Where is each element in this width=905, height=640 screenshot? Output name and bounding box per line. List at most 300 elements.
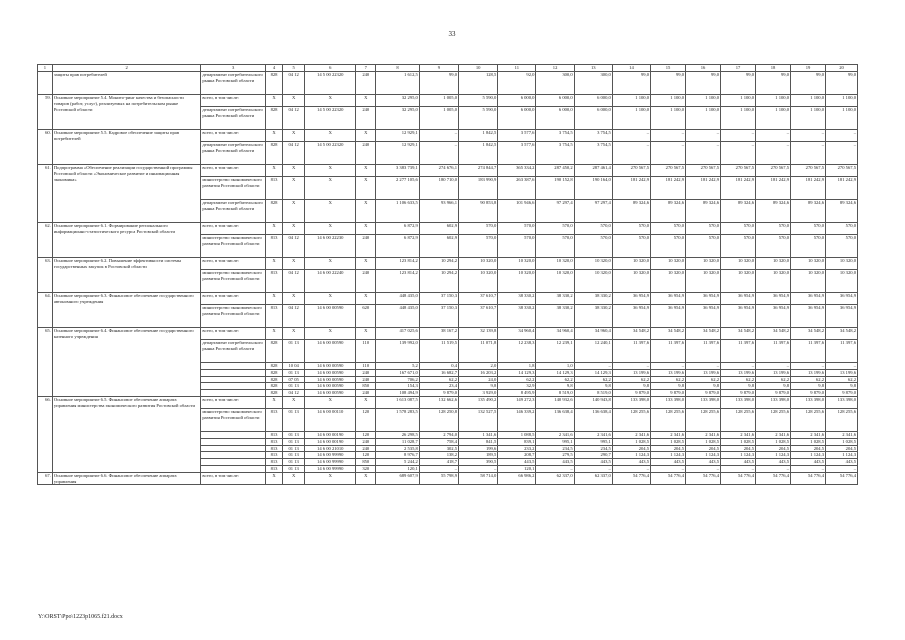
amount-cell: 11 397,6	[686, 340, 721, 363]
amount-cell: 3 577,6	[498, 142, 536, 165]
amount-cell: 14 129,3	[498, 369, 536, 376]
budget-code-cell: 04 12	[283, 305, 305, 328]
amount-cell: 10 320,0	[651, 258, 686, 270]
budget-code-cell: X	[305, 396, 356, 408]
budget-code-cell: X	[266, 258, 283, 270]
amount-cell: 10 320,0	[574, 258, 612, 270]
amount-cell: 89 324,6	[651, 200, 686, 223]
budget-code-cell: 120	[356, 408, 376, 431]
budget-code-cell: X	[283, 200, 305, 223]
amount-cell: 133 398,0	[756, 396, 791, 408]
budget-code-cell: 01 13	[283, 445, 305, 452]
column-number: 10	[459, 65, 498, 72]
amount-cell: –	[756, 142, 791, 165]
amount-cell: 133 398,0	[651, 396, 686, 408]
amount-cell: 204,5	[826, 445, 858, 452]
column-number: 4	[266, 65, 283, 72]
budget-code-cell: X	[356, 472, 376, 485]
amount-cell: 58 714,0	[459, 472, 498, 485]
amount-cell: 1 613 087,5	[376, 396, 419, 408]
amount-cell: 133 398,0	[721, 396, 756, 408]
amount-cell: 34 960,4	[574, 328, 612, 340]
amount-cell: 89 324,6	[791, 200, 826, 223]
amount-cell: 62 337,0	[536, 472, 574, 485]
amount-cell: 1 578 283,5	[376, 408, 419, 431]
amount-cell: 10 320,0	[574, 270, 612, 293]
amount-cell: 2 341,6	[756, 431, 791, 438]
amount-cell: 97 297,4	[574, 200, 612, 223]
amount-cell: 570,0	[574, 235, 612, 258]
amount-cell: 10 294,2	[419, 270, 458, 293]
amount-cell: –	[651, 465, 686, 472]
executor-cell: всего, в том числе:	[201, 293, 266, 305]
executor-cell: всего, в том числе:	[201, 258, 266, 270]
amount-cell: 13 199,6	[791, 369, 826, 376]
item-number: 59.	[38, 95, 53, 130]
amount-cell: –	[791, 465, 826, 472]
executor-cell: департамент потребительского рынка Ростовской области	[201, 72, 266, 95]
table-row	[38, 223, 858, 235]
budget-code-cell: 04 12	[283, 390, 305, 397]
amount-cell: 89 324,6	[756, 200, 791, 223]
executor-cell	[201, 376, 266, 383]
amount-cell: 38 330,2	[536, 293, 574, 305]
amount-cell: 54 776,4	[612, 472, 650, 485]
column-number: 6	[305, 65, 356, 72]
amount-cell: 300,0	[574, 72, 612, 95]
amount-cell: 62,2	[612, 376, 650, 383]
amount-cell: 16 682,7	[419, 369, 458, 376]
amount-cell: 62,2	[826, 376, 858, 383]
executor-cell: министерство экономического развития Ростовской области	[201, 408, 266, 431]
amount-cell: 99,0	[756, 72, 791, 95]
amount-cell: 570,0	[612, 235, 650, 258]
budget-code-cell: 01 13	[283, 438, 305, 445]
budget-code-cell: 120	[356, 431, 376, 438]
amount-cell: 443,5	[791, 459, 826, 466]
budget-code-cell: X	[356, 293, 376, 305]
amount-cell: 270 567,5	[651, 165, 686, 177]
amount-cell: 2 341,6	[574, 431, 612, 438]
amount-cell: 570,0	[721, 223, 756, 235]
amount-cell: 706,2	[376, 376, 419, 383]
budget-code-cell: X	[356, 396, 376, 408]
column-number: 9	[419, 65, 458, 72]
amount-cell: 1 100,0	[791, 107, 826, 130]
amount-cell: 132 662,6	[419, 396, 458, 408]
amount-cell: 204,5	[686, 445, 721, 452]
amount-cell: –	[756, 363, 791, 370]
budget-code-cell: X	[356, 223, 376, 235]
amount-cell: 2 341,6	[826, 431, 858, 438]
amount-cell: 140 943,8	[574, 396, 612, 408]
budget-code-cell: X	[283, 95, 305, 107]
budget-code-cell: 14 6 00 22230	[305, 235, 356, 258]
amount-cell: 1 124,3	[612, 452, 650, 459]
budget-code-cell: X	[356, 258, 376, 270]
activity-name: Основное мероприятие 6.5. Финансовое обеспечение аппарата управления министерства экономического развития Ростовской области	[52, 396, 201, 472]
amount-cell: 146 339,2	[498, 408, 536, 431]
amount-cell: 1 088,5	[498, 431, 536, 438]
amount-cell: 10 320,0	[459, 258, 498, 270]
amount-cell: 443,5	[536, 459, 574, 466]
amount-cell: 36 954,9	[756, 293, 791, 305]
amount-cell: 9,8	[826, 383, 858, 390]
amount-cell: 287 450,2	[536, 165, 574, 177]
amount-cell: 390,5	[459, 459, 498, 466]
budget-code-cell: X	[266, 165, 283, 177]
amount-cell: 234,5	[536, 445, 574, 452]
table-row	[38, 165, 858, 177]
amount-cell: 99,0	[419, 72, 458, 95]
amount-cell: 9,8	[791, 383, 826, 390]
amount-cell: 1,0	[536, 363, 574, 370]
amount-cell: 154,3	[376, 383, 419, 390]
budget-code-cell: X	[266, 472, 283, 485]
executor-cell: всего, в том числе:	[201, 223, 266, 235]
item-number: 62.	[38, 223, 53, 258]
amount-cell: 24,0	[459, 376, 498, 383]
activity-name: Основное мероприятие 5.4. Монито-ринг качества и безопасности товаров (работ, услуг), реализуемых на потребительском рынке Ростовской области	[52, 95, 201, 130]
executor-cell: департамент потребительского рынка Ростовской области	[201, 200, 266, 223]
amount-cell: 1 005,0	[419, 107, 458, 130]
amount-cell: 12 238,3	[498, 340, 536, 363]
amount-cell: 89 324,6	[826, 200, 858, 223]
amount-cell: 1 100,0	[756, 95, 791, 107]
amount-cell: 10 320,0	[686, 258, 721, 270]
amount-cell: 34 548,2	[721, 328, 756, 340]
amount-cell: 10 320,0	[536, 258, 574, 270]
amount-cell: 9,8	[612, 383, 650, 390]
amount-cell: 8 976,7	[376, 452, 419, 459]
amount-cell: 11 519,5	[419, 340, 458, 363]
amount-cell: 32 295,0	[376, 107, 419, 130]
amount-cell: 204,5	[651, 445, 686, 452]
amount-cell: –	[826, 142, 858, 165]
amount-cell: 8 519,0	[574, 390, 612, 397]
budget-code-cell: X	[305, 258, 356, 270]
amount-cell: 181 242,9	[756, 177, 791, 200]
executor-cell: министерство экономического развития Ростовской области	[201, 177, 266, 200]
amount-cell: 3 929,0	[459, 390, 498, 397]
budget-code-cell: 14 6 00 00590	[305, 383, 356, 390]
budget-code-cell: 01 13	[283, 408, 305, 431]
amount-cell: 128 255,6	[612, 408, 650, 431]
amount-cell: 2 341,6	[612, 431, 650, 438]
amount-cell: 97 297,4	[536, 200, 574, 223]
activity-name: Подпрограмма «Обеспечение реализации государственной программы Ростовской области «Экономическое развитие и инновационная экономика»	[52, 165, 201, 223]
amount-cell: 36 954,9	[826, 293, 858, 305]
budget-code-cell: 14 5 00 22320	[305, 142, 356, 165]
executor-cell	[201, 383, 266, 390]
amount-cell: 36 954,9	[791, 293, 826, 305]
amount-cell: 570,0	[459, 223, 498, 235]
budget-table	[37, 64, 858, 485]
amount-cell: 10 320,0	[536, 270, 574, 293]
amount-cell: –	[612, 363, 650, 370]
executor-cell	[201, 445, 266, 452]
amount-cell: 570,0	[536, 223, 574, 235]
amount-cell: 1 005,0	[419, 95, 458, 107]
amount-cell: 570,0	[721, 235, 756, 258]
amount-cell: 54 776,4	[791, 472, 826, 485]
budget-code-cell: 110	[356, 340, 376, 363]
amount-cell: 10 320,0	[756, 258, 791, 270]
activity-name: Основное мероприятие 6.1. Формирование регионального информационно-статистического ресурса Ростовской области	[52, 223, 201, 258]
amount-cell: 2 794,0	[419, 431, 458, 438]
column-number: 12	[536, 65, 574, 72]
amount-cell: 841,5	[459, 438, 498, 445]
executor-cell: всего, в том числе:	[201, 396, 266, 408]
amount-cell: 139 992,0	[376, 340, 419, 363]
amount-cell: –	[826, 130, 858, 142]
amount-cell: 13 199,6	[826, 369, 858, 376]
amount-cell: 10 320,0	[459, 270, 498, 293]
budget-code-cell: 240	[356, 72, 376, 95]
amount-cell: 128 255,6	[651, 408, 686, 431]
amount-cell: 54 776,4	[826, 472, 858, 485]
amount-cell: 138,2	[419, 452, 458, 459]
amount-cell: 36 954,9	[826, 305, 858, 328]
amount-cell: 1 124,3	[651, 452, 686, 459]
amount-cell: –	[686, 130, 721, 142]
amount-cell: 183 990,9	[459, 177, 498, 200]
amount-cell: 62,2	[419, 376, 458, 383]
budget-code-cell: 120	[356, 452, 376, 459]
amount-cell: 443,5	[686, 459, 721, 466]
amount-cell: 570,0	[498, 223, 536, 235]
amount-cell: 133 398,0	[686, 396, 721, 408]
amount-cell: 123 814,2	[376, 258, 419, 270]
amount-cell: 2 535,8	[376, 445, 419, 452]
amount-cell: 38 330,2	[498, 305, 536, 328]
amount-cell: 9,8	[459, 383, 498, 390]
amount-cell: 12 929,1	[376, 142, 419, 165]
budget-code-cell: X	[356, 177, 376, 200]
amount-cell: 135 490,2	[459, 396, 498, 408]
item-number: 65.	[38, 328, 53, 397]
amount-cell: 9,8	[574, 383, 612, 390]
amount-cell: 36 954,9	[791, 305, 826, 328]
budget-code-cell: X	[356, 328, 376, 340]
amount-cell: –	[686, 465, 721, 472]
amount-cell: 3 754,5	[536, 130, 574, 142]
amount-cell: 26 298,5	[376, 431, 419, 438]
amount-cell: 995,1	[574, 438, 612, 445]
amount-cell: 93 966,1	[419, 200, 458, 223]
amount-cell: –	[756, 465, 791, 472]
amount-cell: 2 341,6	[651, 431, 686, 438]
executor-cell: всего, в том числе:	[201, 328, 266, 340]
amount-cell: –	[419, 130, 458, 142]
amount-cell: 36 954,9	[721, 305, 756, 328]
amount-cell: 5 590,0	[459, 95, 498, 107]
amount-cell: 13 199,6	[756, 369, 791, 376]
amount-cell: –	[826, 465, 858, 472]
amount-cell: 570,0	[651, 235, 686, 258]
amount-cell: 443,5	[612, 459, 650, 466]
amount-cell: 10 320,0	[721, 270, 756, 293]
amount-cell: 133 398,0	[791, 396, 826, 408]
amount-cell: 2 341,6	[721, 431, 756, 438]
amount-cell: 36 954,9	[686, 293, 721, 305]
amount-cell: 570,0	[826, 223, 858, 235]
column-number: 5	[283, 65, 305, 72]
item-number: 61.	[38, 165, 53, 223]
amount-cell: 14 129,3	[574, 369, 612, 376]
budget-code-cell: 110	[356, 363, 376, 370]
executor-cell	[201, 363, 266, 370]
amount-cell: 99,0	[686, 72, 721, 95]
amount-cell: 570,0	[686, 223, 721, 235]
amount-cell: 62,2	[756, 376, 791, 383]
amount-cell: 123 814,2	[376, 270, 419, 293]
amount-cell: 37 150,3	[419, 305, 458, 328]
amount-cell: –	[721, 465, 756, 472]
budget-code-cell: X	[266, 95, 283, 107]
amount-cell: 99,0	[651, 72, 686, 95]
budget-code-cell: X	[305, 177, 356, 200]
amount-cell: 181 242,9	[612, 177, 650, 200]
budget-code-cell: 01 13	[283, 369, 305, 376]
amount-cell: 54 776,4	[721, 472, 756, 485]
amount-cell: –	[686, 363, 721, 370]
budget-code-cell: 828	[266, 363, 283, 370]
amount-cell: 1 124,3	[721, 452, 756, 459]
amount-cell: 1 124,3	[791, 452, 826, 459]
budget-code-cell: X	[283, 328, 305, 340]
column-number: 11	[498, 65, 536, 72]
budget-code-cell: 01 13	[283, 383, 305, 390]
amount-cell: 5,2	[376, 363, 419, 370]
amount-cell: –	[756, 130, 791, 142]
amount-cell: 6 000,0	[536, 107, 574, 130]
amount-cell: 12 929,1	[376, 130, 419, 142]
budget-code-cell: 813	[266, 305, 283, 328]
amount-cell: 37 610,7	[459, 293, 498, 305]
budget-code-cell: 04 12	[283, 142, 305, 165]
amount-cell: 38 330,2	[498, 293, 536, 305]
amount-cell: –	[826, 363, 858, 370]
budget-code-cell: 14 6 00 00110	[305, 408, 356, 431]
amount-cell: 290,7	[574, 452, 612, 459]
amount-cell: 1 124,3	[756, 452, 791, 459]
amount-cell: 10 320,0	[686, 270, 721, 293]
amount-cell: –	[721, 142, 756, 165]
footer-file-path: Y:\ORST\Ppo\1223p1065.f21.docx	[38, 614, 123, 620]
budget-code-cell: 828	[266, 383, 283, 390]
amount-cell: 274 676,1	[419, 165, 458, 177]
budget-code-cell: X	[283, 396, 305, 408]
amount-cell: 167 671,0	[376, 369, 419, 376]
budget-code-cell: X	[356, 165, 376, 177]
amount-cell: 1,8	[498, 363, 536, 370]
amount-cell: 11 397,6	[651, 340, 686, 363]
amount-cell: 9,8	[651, 383, 686, 390]
amount-cell: 1 028,5	[791, 438, 826, 445]
amount-cell: 758,4	[419, 438, 458, 445]
amount-cell: 3 383 739,1	[376, 165, 419, 177]
amount-cell: 62,2	[498, 376, 536, 383]
amount-cell: 140 932,6	[536, 396, 574, 408]
amount-cell: 10 320,0	[826, 270, 858, 293]
column-number: 17	[721, 65, 756, 72]
budget-code-cell: 14 6 00 99990	[305, 465, 356, 472]
column-number: 20	[826, 65, 858, 72]
amount-cell: 1 100,0	[651, 107, 686, 130]
budget-code-cell: 813	[266, 177, 283, 200]
amount-cell: 38 330,2	[536, 305, 574, 328]
amount-cell: 10 320,0	[498, 270, 536, 293]
amount-cell: –	[612, 465, 650, 472]
amount-cell: 1 028,5	[756, 438, 791, 445]
amount-cell: 66 986,2	[498, 472, 536, 485]
amount-cell: 300,0	[536, 72, 574, 95]
amount-cell: 570,0	[826, 235, 858, 258]
amount-cell: 9,8	[536, 383, 574, 390]
amount-cell: 6 000,0	[536, 95, 574, 107]
amount-cell: 270 567,5	[756, 165, 791, 177]
budget-code-cell: 04 12	[283, 107, 305, 130]
amount-cell: 2 341,6	[791, 431, 826, 438]
budget-code-cell: 14 6 00 00590	[305, 376, 356, 383]
amount-cell: 570,0	[791, 223, 826, 235]
amount-cell: 274 844,7	[459, 165, 498, 177]
amount-cell: 270 567,5	[686, 165, 721, 177]
amount-cell: 9 879,0	[612, 390, 650, 397]
budget-code-cell: X	[305, 472, 356, 485]
amount-cell: 443,5	[756, 459, 791, 466]
budget-code-cell: 14 6 00 00590	[305, 369, 356, 376]
amount-cell: 1 028,5	[826, 438, 858, 445]
budget-code-cell: 850	[356, 459, 376, 466]
amount-cell: 279,5	[536, 452, 574, 459]
amount-cell: 10 320,0	[826, 258, 858, 270]
amount-cell: 270 567,5	[721, 165, 756, 177]
amount-cell: 190 164,0	[574, 177, 612, 200]
budget-code-cell: 240	[356, 376, 376, 383]
budget-code-cell: 10 04	[283, 363, 305, 370]
budget-code-cell: X	[356, 200, 376, 223]
amount-cell: 34 548,2	[612, 328, 650, 340]
amount-cell: –	[574, 465, 612, 472]
amount-cell: 62,2	[536, 376, 574, 383]
amount-cell: 233,2	[498, 445, 536, 452]
amount-cell: 128 255,6	[721, 408, 756, 431]
amount-cell: –	[791, 363, 826, 370]
amount-cell: 32,9	[498, 383, 536, 390]
amount-cell: 204,5	[791, 445, 826, 452]
amount-cell: 6 000,0	[498, 95, 536, 107]
budget-code-cell: 240	[356, 369, 376, 376]
amount-cell: 34 548,2	[686, 328, 721, 340]
executor-cell: департамент потребительского рынка Ростовской области	[201, 142, 266, 165]
budget-code-cell: 828	[266, 390, 283, 397]
executor-cell: всего, в том числе:	[201, 472, 266, 485]
amount-cell: 99,0	[826, 72, 858, 95]
amount-cell: 36 954,9	[612, 293, 650, 305]
column-number: 2	[52, 65, 201, 72]
amount-cell: 12 239,1	[536, 340, 574, 363]
amount-cell: 10 320,0	[791, 258, 826, 270]
amount-cell: 1 100,0	[756, 107, 791, 130]
amount-cell: 54 776,4	[651, 472, 686, 485]
item-number: 67.	[38, 472, 53, 485]
amount-cell: 2,0	[459, 363, 498, 370]
budget-code-cell: X	[266, 223, 283, 235]
executor-cell	[201, 465, 266, 472]
budget-code-cell: 828	[266, 72, 283, 95]
